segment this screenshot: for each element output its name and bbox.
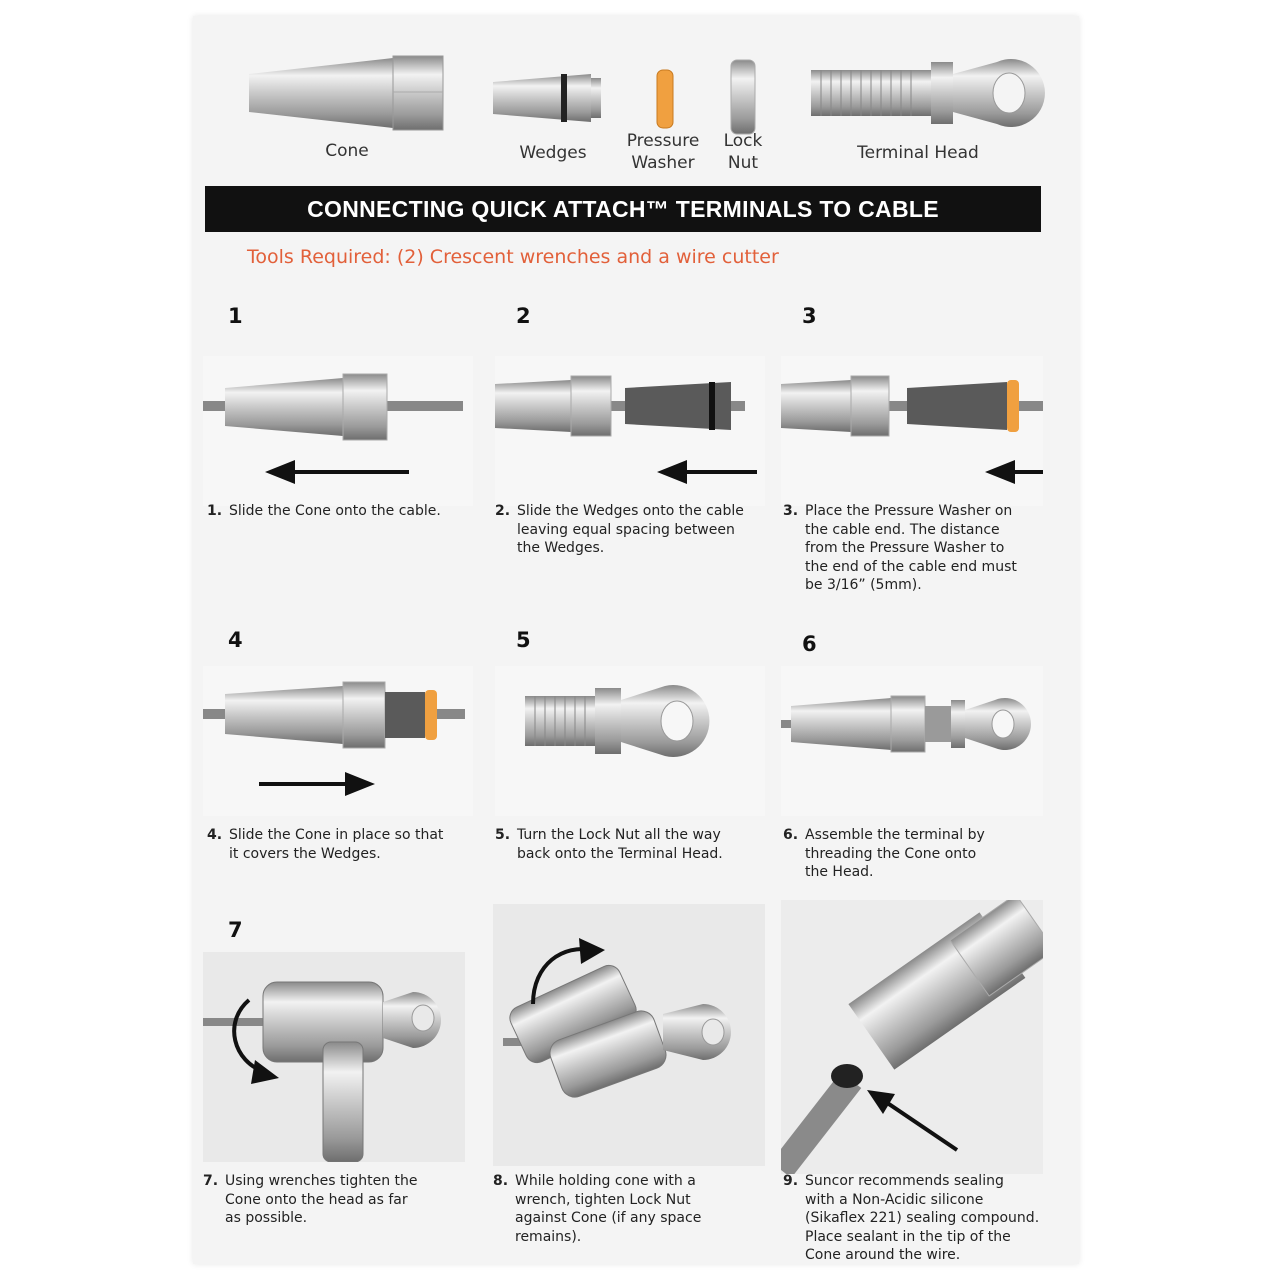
title-banner: [205, 186, 1041, 232]
page-title: CONNECTING QUICK ATTACH™ TERMINALS TO CABLE: [307, 196, 939, 222]
step-5-list-number: 5.: [495, 827, 511, 843]
step-2-caption: [495, 502, 787, 558]
step-8-image: [493, 904, 765, 1166]
step-number-2: 2: [516, 304, 531, 328]
step-5-caption: [495, 826, 787, 863]
pressure-washer-part-image: [655, 68, 675, 130]
component-label-pressure-washer: Pressure Washer: [626, 131, 700, 173]
step-6-image: [781, 666, 1043, 816]
step-9-list-number: 9.: [783, 1173, 799, 1189]
component-label-terminal-head: Terminal Head: [857, 143, 979, 163]
step-9-text: Suncor recommends sealing with a Non-Acidic silicone (Sikaflex 221) sealing compound. Place sealant in the tip of the Cone around the wire.: [805, 1173, 1040, 1263]
terminal-head-part-image: [807, 48, 1047, 138]
step-4-caption: [207, 826, 499, 863]
step-number-7: 7: [228, 918, 243, 942]
step-1-list-number: 1.: [207, 503, 223, 519]
component-label-lock-nut: Lock Nut: [723, 131, 763, 173]
step-5-image: [495, 666, 765, 816]
step-7-text: Using wrenches tighten the Cone onto the head as far as possible.: [225, 1173, 418, 1226]
step-3-caption: [783, 502, 1075, 595]
step-4-image: [203, 666, 473, 816]
step-7-caption: [203, 1172, 495, 1228]
lock-nut-part-image: [729, 58, 757, 136]
step-9-image: [781, 900, 1043, 1174]
step-number-5: 5: [516, 628, 531, 652]
step-1-text: Slide the Cone onto the cable.: [229, 503, 441, 519]
step-3-list-number: 3.: [783, 503, 799, 519]
tools-required: Tools Required: (2) Crescent wrenches and a wire cutter: [247, 246, 779, 268]
step-number-6: 6: [802, 632, 817, 656]
step-2-image: [495, 356, 765, 506]
step-3-text: Place the Pressure Washer on the cable end. The distance from the Pressure Washer to the end of the cable end must be 3/16” (5mm).: [805, 503, 1017, 593]
step-4-text: Slide the Cone in place so that it covers the Wedges.: [229, 827, 444, 862]
step-3-image: [781, 356, 1043, 506]
step-4-list-number: 4.: [207, 827, 223, 843]
step-2-list-number: 2.: [495, 503, 511, 519]
step-8-list-number: 8.: [493, 1173, 509, 1189]
step-2-text: Slide the Wedges onto the cable leaving equal spacing between the Wedges.: [517, 503, 744, 556]
step-7-list-number: 7.: [203, 1173, 219, 1189]
step-6-text: Assemble the terminal by threading the Cone onto the Head.: [805, 827, 985, 880]
step-number-1: 1: [228, 304, 243, 328]
step-5-text: Turn the Lock Nut all the way back onto the Terminal Head.: [517, 827, 723, 862]
step-6-list-number: 6.: [783, 827, 799, 843]
step-9-caption: [783, 1172, 1075, 1265]
step-1-image: [203, 356, 473, 506]
step-8-caption: [493, 1172, 785, 1246]
step-7-image: [203, 952, 465, 1162]
step-number-3: 3: [802, 304, 817, 328]
step-8-text: While holding cone with a wrench, tighten Lock Nut against Cone (if any space remains).: [515, 1173, 702, 1245]
instruction-sheet: [193, 16, 1079, 1264]
cone-part-image: [243, 52, 448, 134]
wedges-part-image: [491, 70, 603, 126]
component-label-cone: Cone: [325, 141, 369, 161]
step-number-4: 4: [228, 628, 243, 652]
step-1-caption: [207, 502, 499, 521]
component-label-wedges: Wedges: [519, 143, 587, 163]
step-6-caption: [783, 826, 1075, 882]
